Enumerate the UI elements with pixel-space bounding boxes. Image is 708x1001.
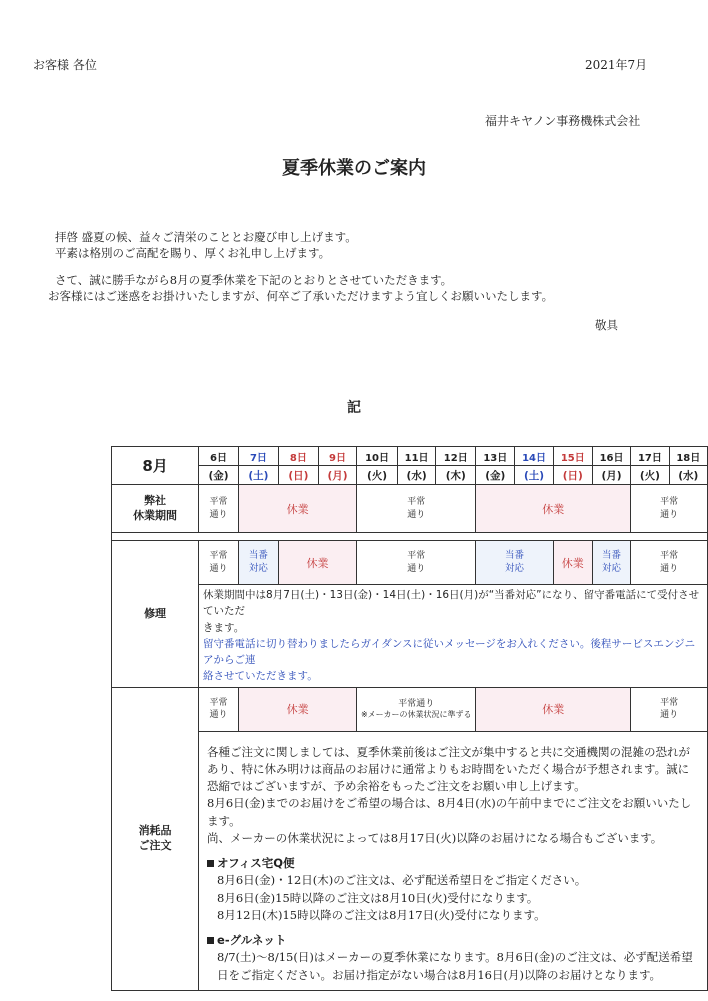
note-line: 絡させていただきます。 bbox=[203, 670, 318, 683]
normal-text: ※メーカーの休業状況に準ずる bbox=[360, 709, 472, 719]
day-weekday: (水) bbox=[397, 466, 435, 485]
on-duty-cell bbox=[238, 541, 278, 585]
note-line: 留守番電話に切り替わりましたらガイダンスに従いメッセージをお入れください。後程サービスエンジニアからご連 bbox=[203, 637, 696, 667]
normal-text: 通り bbox=[407, 563, 426, 574]
day-weekday: (土) bbox=[238, 466, 278, 485]
section-title-text: オフィス宅Q便 bbox=[217, 856, 295, 871]
recipient-text: お客様 各位 bbox=[33, 58, 97, 72]
month-label: 8月 bbox=[112, 447, 199, 485]
normal-text: 通り bbox=[209, 710, 228, 721]
normal-text: 平常通り bbox=[398, 698, 435, 709]
company-closure-label bbox=[112, 485, 199, 533]
normal-text: 通り bbox=[660, 710, 679, 721]
day-weekday: (月) bbox=[318, 466, 356, 485]
date-text: 2021年7月 bbox=[585, 58, 648, 72]
normal-text: 通り bbox=[209, 563, 228, 574]
normal-cell bbox=[357, 485, 476, 533]
schedule-table bbox=[106, 446, 708, 991]
day-date: 12日 bbox=[436, 447, 476, 466]
ki-heading: 記 bbox=[347, 400, 361, 416]
note-line: きます。 bbox=[203, 621, 245, 634]
day-date: 8日 bbox=[278, 447, 318, 466]
page-title: 夏季休業のご案内 bbox=[282, 158, 426, 179]
day-date: 15日 bbox=[553, 447, 592, 466]
section-line: 8月6日(金)・12日(木)のご注文は、必ず配送希望日をご指定ください。 bbox=[217, 873, 587, 888]
body-line: お客様にはご迷惑をお掛けいたしますが、何卒ご了承いただけますよう宜しくお願いいたします。 bbox=[48, 289, 554, 303]
on-duty-cell bbox=[592, 541, 630, 585]
normal-cell bbox=[199, 687, 239, 731]
normal-cell bbox=[199, 541, 239, 585]
company-closure-row bbox=[106, 485, 708, 533]
duty-text: 当番 bbox=[248, 549, 268, 561]
closed-cell: 休業 bbox=[553, 541, 592, 585]
on-duty-cell bbox=[476, 541, 554, 585]
normal-text: 平常 bbox=[660, 497, 679, 508]
closed-cell: 休業 bbox=[476, 485, 631, 533]
day-date: 17日 bbox=[631, 447, 669, 466]
duty-text: 対応 bbox=[248, 562, 268, 574]
day-weekday: (金) bbox=[199, 466, 239, 485]
day-weekday: (土) bbox=[515, 466, 553, 485]
label-line: ご注文 bbox=[138, 838, 172, 852]
body-line: さて、誠に勝手ながら8月の夏季休業を下記のとおりとさせていただきます。 bbox=[55, 273, 453, 287]
label-line: 消耗品 bbox=[138, 824, 172, 838]
normal-cell bbox=[357, 541, 476, 585]
note-paragraph: 8月6日(金)までのお届けをご希望の場合は、8月4日(水)の午前中までにご注文をお願いいたします。 bbox=[207, 796, 692, 828]
duty-text: 対応 bbox=[504, 562, 524, 574]
day-weekday: (日) bbox=[278, 466, 318, 485]
section-line: 8月12日(木)15時以降のご注文は8月17日(火)受付になります。 bbox=[217, 907, 546, 922]
day-date: 11日 bbox=[397, 447, 435, 466]
normal-text: 平常 bbox=[407, 551, 426, 562]
normal-text: 平常 bbox=[209, 697, 228, 708]
duty-text: 当番 bbox=[602, 549, 622, 561]
duty-text: 対応 bbox=[602, 562, 622, 574]
date-row bbox=[106, 447, 708, 466]
greeting-line: 平素は格別のご高配を賜り、厚くお礼申し上げます。 bbox=[55, 246, 331, 260]
note-paragraph: 各種ご注文に関しましては、夏季休業前後はご注文が集中すると共に交通機関の混雑の恐れがあり、特に休み明けは商品のお届けに通常よりもお時間をいただく場合が予想されます。誠に恐縮ではございますが、予め余裕をもったご注文をお願い申し上げます。 bbox=[207, 744, 691, 794]
label-line: 弊社 bbox=[144, 494, 167, 508]
day-date: 14日 bbox=[515, 447, 553, 466]
normal-text: 平常 bbox=[209, 551, 228, 562]
normal-text: 平常 bbox=[660, 551, 679, 562]
day-weekday: (日) bbox=[553, 466, 592, 485]
square-bullet-icon bbox=[207, 937, 214, 944]
supplies-note bbox=[199, 731, 708, 990]
normal-text: 通り bbox=[660, 509, 679, 520]
section-line: 8/7(土)～8/15(日)はメーカーの夏季休業になります。8月6日(金)のご注文は、必ず配送希望日をご指定ください。お届け指定がない場合は8月16日(月)以降のお届けとなります。 bbox=[217, 950, 693, 982]
supplies-label bbox=[112, 687, 199, 990]
normal-text: 平常 bbox=[209, 497, 228, 508]
label-line: 休業期間 bbox=[133, 508, 178, 522]
day-date: 18日 bbox=[669, 447, 707, 466]
normal-text: 通り bbox=[209, 509, 228, 520]
company-name: 福井キヤノン事務機株式会社 bbox=[485, 114, 641, 128]
day-weekday: (木) bbox=[436, 466, 476, 485]
closed-cell: 休業 bbox=[238, 485, 356, 533]
section-title bbox=[207, 932, 697, 949]
normal-cell bbox=[357, 687, 476, 731]
day-date: 13日 bbox=[476, 447, 515, 466]
day-weekday: (火) bbox=[631, 466, 669, 485]
day-date: 7日 bbox=[238, 447, 278, 466]
repair-label: 修理 bbox=[112, 541, 199, 688]
normal-cell bbox=[631, 687, 708, 731]
day-weekday: (月) bbox=[592, 466, 630, 485]
note-paragraph: 尚、メーカーの休業状況によっては8月17日(火)以降のお届けになる場合もございます。 bbox=[207, 830, 663, 845]
repair-status-row bbox=[106, 541, 708, 585]
supplies-status-row bbox=[106, 687, 708, 731]
day-date: 9日 bbox=[318, 447, 356, 466]
normal-cell bbox=[631, 541, 708, 585]
day-date: 16日 bbox=[592, 447, 630, 466]
duty-text: 当番 bbox=[504, 549, 524, 561]
normal-text: 通り bbox=[407, 509, 426, 520]
normal-text: 通り bbox=[660, 563, 679, 574]
normal-text: 平常 bbox=[407, 497, 426, 508]
square-bullet-icon bbox=[207, 860, 214, 867]
closed-cell: 休業 bbox=[238, 687, 356, 731]
section-title bbox=[207, 855, 697, 872]
closing-text: 敬具 bbox=[595, 318, 618, 332]
day-weekday: (火) bbox=[357, 466, 398, 485]
day-date: 6日 bbox=[199, 447, 239, 466]
normal-cell bbox=[631, 485, 708, 533]
normal-cell bbox=[199, 485, 239, 533]
repair-note bbox=[199, 585, 708, 688]
closed-cell: 休業 bbox=[278, 541, 356, 585]
greeting-line: 拝啓 盛夏の候、益々ご清栄のこととお慶び申し上げます。 bbox=[55, 230, 357, 244]
day-date: 10日 bbox=[357, 447, 398, 466]
closed-cell: 休業 bbox=[476, 687, 631, 731]
day-weekday: (金) bbox=[476, 466, 515, 485]
day-weekday: (水) bbox=[669, 466, 707, 485]
normal-text: 平常 bbox=[660, 697, 679, 708]
section-title-text: e-グルネット bbox=[217, 933, 287, 948]
section-line: 8月6日(金)15時以降のご注文は8月10日(火)受付になります。 bbox=[217, 890, 539, 905]
note-line: 休業期間中は8月7日(土)・13日(金)・14日(土)・16日(月)が“当番対応”になり、留守番電話にて受付させていただ bbox=[203, 589, 700, 618]
